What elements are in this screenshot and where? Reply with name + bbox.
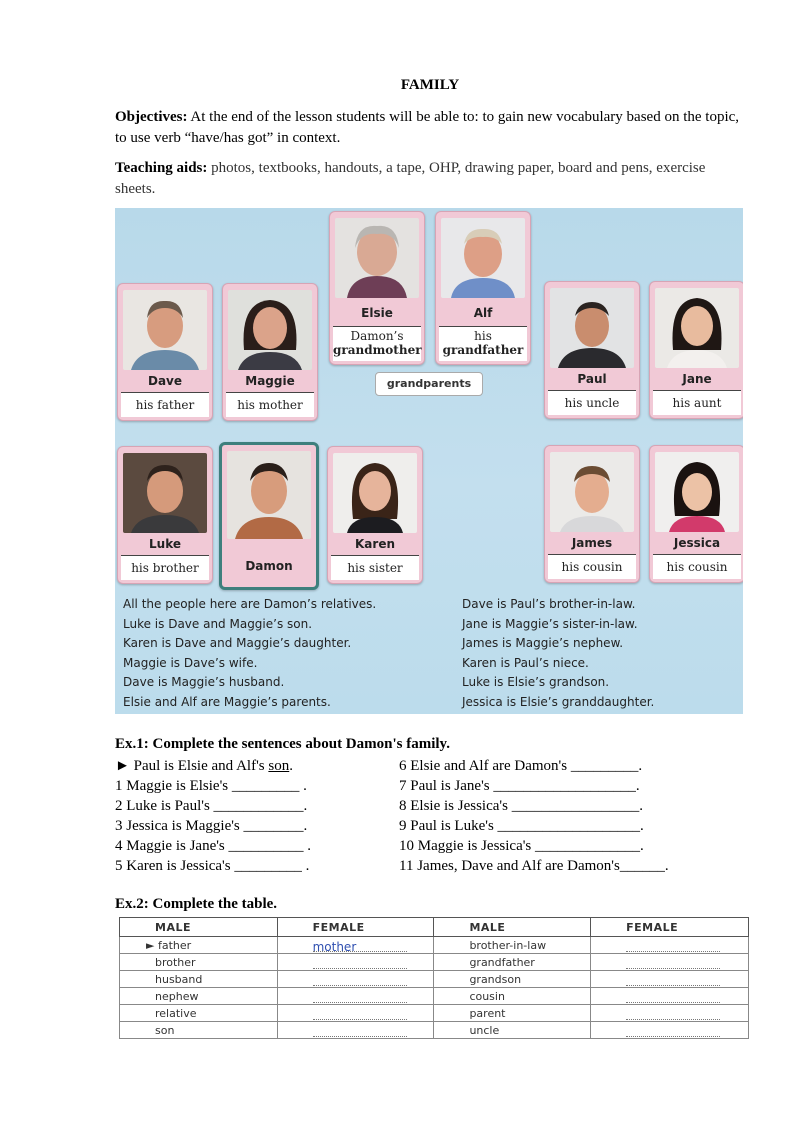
photo-maggie [228, 290, 312, 370]
page-title: FAMILY [400, 77, 460, 93]
table-row [120, 971, 749, 988]
facts-right [462, 595, 654, 713]
female-answer[interactable] [277, 971, 434, 988]
male-word: husband [120, 971, 278, 988]
photo-elsie [335, 218, 419, 298]
female-answer[interactable] [277, 988, 434, 1005]
male-word: grandfather [434, 954, 591, 971]
card-relation: his uncle [548, 390, 636, 415]
table-row [120, 988, 749, 1005]
teaching-aids [115, 158, 745, 200]
family-tree-panel [115, 208, 743, 714]
photo-dave [123, 290, 207, 370]
card-elsie [329, 211, 425, 365]
fact: Karen is Dave and Maggie’s daughter. [123, 636, 352, 651]
card-luke [117, 446, 213, 584]
ex1-sentence[interactable]: 6 Elsie and Alf are Damon's _________. [399, 758, 643, 774]
card-relation: Damon’s grandmother [333, 326, 421, 361]
photo-damon [227, 451, 311, 539]
card-relation: his father [121, 392, 209, 417]
male-word: parent [434, 1005, 591, 1022]
card-damon [219, 442, 319, 590]
photo-jane [655, 288, 739, 368]
header-male: MALE [434, 918, 591, 937]
photo-luke [123, 453, 207, 533]
card-name: Jane [682, 372, 712, 386]
fact: Elsie and Alf are Maggie’s parents. [123, 694, 331, 709]
card-relation: his mother [226, 392, 314, 417]
ex2-table [119, 917, 749, 1039]
card-alf [435, 211, 531, 365]
table-row [120, 937, 749, 954]
ex1-example-answer: son [268, 758, 290, 774]
ex2-heading: Ex.2: Complete the table. [115, 896, 278, 912]
card-name: Damon [245, 559, 293, 573]
card-relation: his cousin [548, 554, 636, 579]
female-answer[interactable] [591, 954, 749, 971]
card-karen [327, 446, 423, 584]
male-word: ► father [120, 937, 278, 954]
fact: Dave is Paul’s brother-in-law. [462, 597, 636, 611]
teaching-aids-text: photos, textbooks, handouts, a tape, OHP, drawing paper, board and pens, exercise sheets. [115, 160, 706, 197]
ex1-sentence[interactable]: 11 James, Dave and Alf are Damon's______. [399, 858, 669, 874]
header-male: MALE [120, 918, 278, 937]
ex1-sentence[interactable]: 5 Karen is Jessica's _________ . [115, 858, 310, 874]
female-answer[interactable] [277, 937, 434, 954]
female-answer[interactable] [591, 971, 749, 988]
male-word: relative [120, 1005, 278, 1022]
female-answer[interactable] [277, 1022, 434, 1039]
ex1-sentence[interactable]: 10 Maggie is Jessica's ______________. [399, 838, 644, 854]
photo-karen [333, 453, 417, 533]
card-name: Luke [149, 537, 181, 551]
table-row [120, 954, 749, 971]
male-word: brother-in-law [434, 937, 591, 954]
card-name: Karen [355, 537, 395, 551]
ex1-example: ► Paul is Elsie and Alf's son. [115, 758, 293, 774]
ex1-sentence[interactable]: 3 Jessica is Maggie's ________. [115, 818, 308, 834]
card-paul [544, 281, 640, 419]
male-word: grandson [434, 971, 591, 988]
female-answer[interactable] [277, 954, 434, 971]
photo-alf [441, 218, 525, 298]
card-jane [649, 281, 743, 419]
card-name: Paul [577, 372, 607, 386]
card-name: Maggie [245, 374, 295, 388]
grandparents-label: grandparents [375, 372, 483, 396]
teaching-aids-label: Teaching aids: [115, 160, 208, 176]
female-answer[interactable] [277, 1005, 434, 1022]
ex1-sentence[interactable]: 1 Maggie is Elsie's _________ . [115, 778, 307, 794]
card-name: Jessica [673, 536, 721, 550]
header-female: FEMALE [277, 918, 434, 937]
facts-left [123, 595, 376, 713]
card-relation: his grandfather [439, 326, 527, 361]
ex1-right-column [399, 756, 669, 876]
card-name: Elsie [361, 306, 393, 320]
fact: Maggie is Dave’s wife. [123, 655, 258, 670]
card-name: Alf [473, 306, 493, 320]
card-relation: his sister [331, 555, 419, 580]
card-dave [117, 283, 213, 421]
fact: Luke is Elsie’s grandson. [462, 675, 610, 690]
male-word: son [120, 1022, 278, 1039]
card-maggie [222, 283, 318, 421]
male-word: cousin [434, 988, 591, 1005]
fact: Dave is Maggie’s husband. [123, 675, 285, 690]
fact: James is Maggie’s nephew. [462, 636, 624, 651]
objectives-label: Objectives: [115, 109, 188, 125]
female-answer[interactable] [591, 1022, 749, 1039]
objectives-text: At the end of the lesson students will be able to: to gain new vocabulary based on the topic, to use verb “have/has got” in context. [115, 109, 740, 146]
fact: All the people here are Damon’s relatives. [123, 597, 377, 611]
photo-jessica [655, 452, 739, 532]
fact: Karen is Paul’s niece. [462, 655, 589, 670]
female-answer[interactable] [591, 1005, 749, 1022]
card-relation: his aunt [653, 390, 741, 415]
fact: Jane is Maggie’s sister-in-law. [462, 616, 638, 631]
card-name: Dave [147, 374, 183, 388]
photo-james [550, 452, 634, 532]
objectives [115, 107, 745, 149]
ex1-left-column [115, 756, 311, 876]
fact: Luke is Dave and Maggie’s son. [123, 616, 313, 631]
ex1-sentence[interactable]: 7 Paul is Jane's ___________________. [399, 778, 640, 794]
photo-paul [550, 288, 634, 368]
female-answer[interactable] [591, 937, 749, 954]
male-word: uncle [434, 1022, 591, 1039]
header-female: FEMALE [591, 918, 749, 937]
ex1-sentence[interactable]: 2 Luke is Paul's ____________. [115, 798, 308, 814]
male-word: brother [120, 954, 278, 971]
table-row [120, 1022, 749, 1039]
card-jessica [649, 445, 743, 583]
table-header-row [120, 918, 749, 937]
card-name: James [571, 536, 613, 550]
table-row [120, 1005, 749, 1022]
ex1-sentence[interactable]: 4 Maggie is Jane's __________ . [115, 838, 312, 854]
ex1-heading: Ex.1: Complete the sentences about Damon's family. [115, 736, 450, 752]
ex1-sentence[interactable]: 8 Elsie is Jessica's _________________. [399, 798, 643, 814]
male-word: nephew [120, 988, 278, 1005]
ex1-sentence[interactable]: 9 Paul is Luke's ___________________. [399, 818, 644, 834]
female-answer[interactable] [591, 988, 749, 1005]
card-relation: his brother [121, 555, 209, 580]
filled-answer: mother [313, 940, 407, 952]
card-relation: his cousin [653, 554, 741, 579]
fact: Jessica is Elsie’s granddaughter. [462, 694, 655, 709]
card-james [544, 445, 640, 583]
